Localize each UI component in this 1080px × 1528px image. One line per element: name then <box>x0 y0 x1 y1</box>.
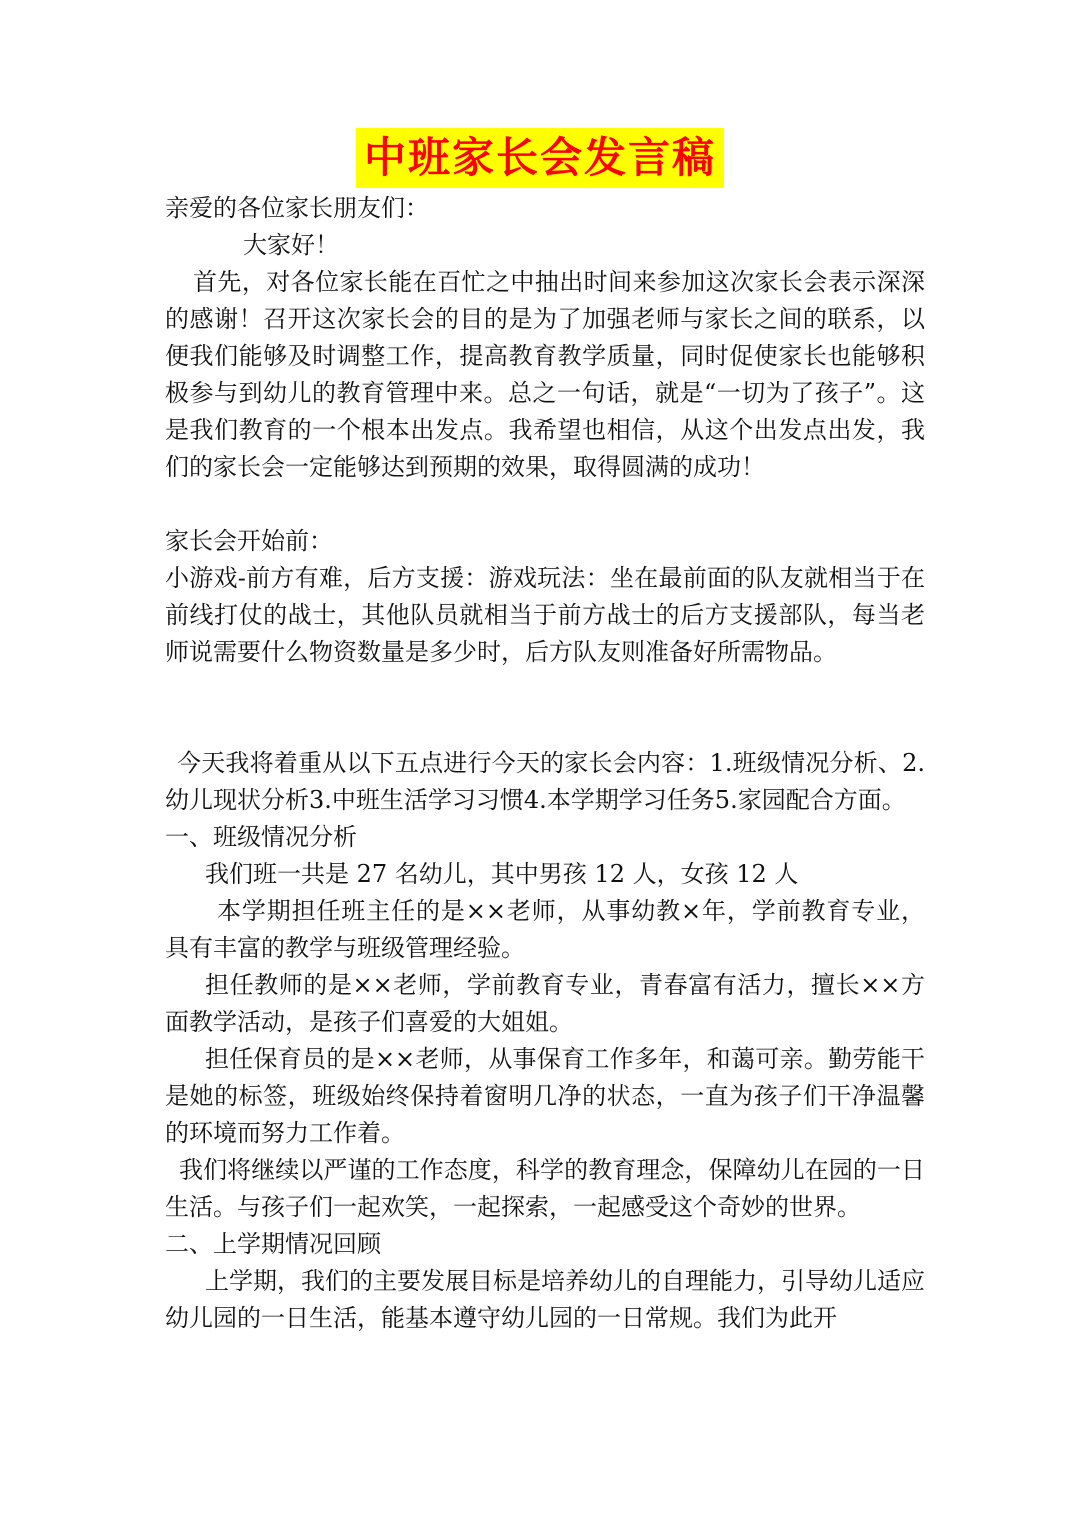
section-heading-1: 一、班级情况分析 <box>165 823 357 851</box>
section-heading-2: 二、上学期情况回顾 <box>165 1230 381 1258</box>
head-teacher-paragraph: 本学期担任班主任的是××老师，从事幼教×年，学前教育专业，具有丰富的教学与班级管理经验。 <box>165 897 925 962</box>
document-body <box>165 190 925 1337</box>
spacer <box>165 671 925 745</box>
caregiver-paragraph: 担任保育员的是××老师，从事保育工作多年，和蔼可亲。勤劳能干是她的标签，班级始终保持着窗明几净的状态，一直为孩子们干净温馨的环境而努力工作着。 <box>165 1045 925 1147</box>
teacher-paragraph: 担任教师的是××老师，学前教育专业，青春富有活力，擅长××方面教学活动，是孩子们喜爱的大姐姐。 <box>165 971 925 1036</box>
spacer <box>165 486 925 523</box>
before-meeting-heading: 家长会开始前： <box>165 527 333 555</box>
commitment-paragraph: 我们将继续以严谨的工作态度，科学的教育理念，保障幼儿在园的一日生活。与孩子们一起欢笑，一起探索，一起感受这个奇妙的世界。 <box>165 1156 925 1221</box>
class-size-paragraph: 我们班一共是 27 名幼儿，其中男孩 12 人，女孩 12 人 <box>205 860 799 888</box>
page-title: 中班家长会发言稿 <box>356 128 724 188</box>
game-paragraph: 小游戏-前方有难，后方支援：游戏玩法：坐在最前面的队友就相当于在前线打仗的战士，其他队员就相当于前方战士的后方支援部队，每当老师说需要什么物资数量是多少时，后方队友则准备好所需物品。 <box>165 564 925 666</box>
greeting: 亲爱的各位家长朋友们： <box>165 194 429 222</box>
review-paragraph: 上学期，我们的主要发展目标是培养幼儿的自理能力，引导幼儿适应幼儿园的一日生活，能基本遵守幼儿园的一日常规。我们为此开 <box>165 1267 925 1332</box>
agenda-paragraph: 今天我将着重从以下五点进行今天的家长会内容：1.班级情况分析、2.幼儿现状分析3.中班生活学习习惯4.本学期学习任务5.家园配合方面。 <box>165 749 925 814</box>
salutation: 大家好！ <box>243 231 339 259</box>
intro-paragraph: 首先，对各位家长能在百忙之中抽出时间来参加这次家长会表示深深的感谢！召开这次家长会的目的是为了加强老师与家长之间的联系，以便我们能够及时调整工作，提高教育教学质量，同时促使家长也能够积极参与到幼儿的教育管理中来。总之一句话，就是“一切为了孩子”。这是我们教育的一个根本出发点。我希望也相信，从这个出发点出发，我们的家长会一定能够达到预期的效果，取得圆满的成功！ <box>165 268 925 481</box>
title-container <box>0 128 1080 188</box>
